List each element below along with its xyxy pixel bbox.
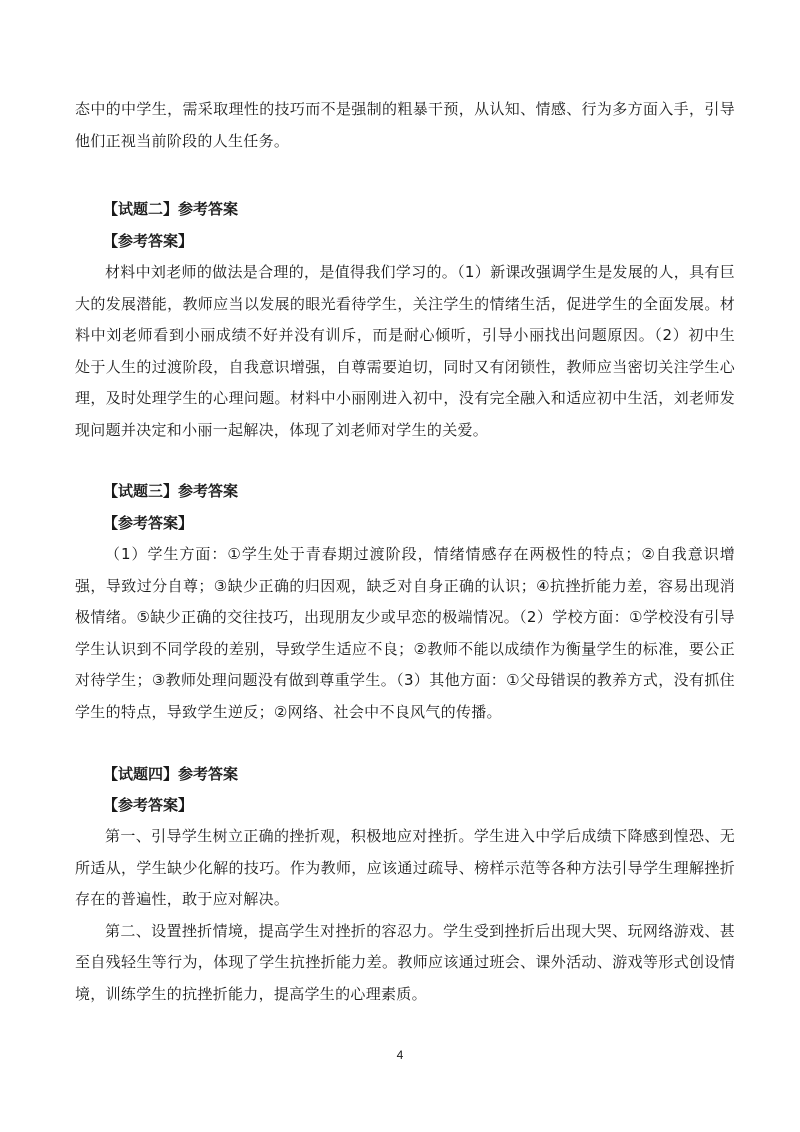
section-4-subtitle: 【参考答案】 <box>103 796 194 814</box>
section-3-body <box>75 539 735 728</box>
section-4-paragraph-1: 第一、引导学生树立正确的挫折观，积极地应对挫折。学生进入中学后成绩下降感到惶恐、无所适从，学生缺少化解的技巧。作为教师，应该通过疏导、榜样示范等各种方法引导学生理解挫折存在的普遍性，敢于应对解决。 <box>75 827 735 908</box>
section-2-subtitle: 【参考答案】 <box>103 232 194 250</box>
intro-paragraph: 态中的中学生，需采取理性的技巧而不是强制的粗暴干预，从认知、情感、行为多方面入手，引导他们正视当前阶段的人生任务。 <box>75 100 735 150</box>
section-4-body <box>75 821 735 1010</box>
section-2-paragraph: 材料中刘老师的做法是合理的，是值得我们学习的。（1）新课改强调学生是发展的人，具有巨大的发展潜能，教师应当以发展的眼光看待学生，关注学生的情绪生活，促进学生的全面发展。材料中刘老师看到小丽成绩不好并没有训斥，而是耐心倾听，引导小丽找出问题原因。（2）初中生处于人生的过渡阶段，自我意识增强，自尊需要迫切，同时又有闭锁性，教师应当密切关注学生心理，及时处理学生的心理问题。材料中小丽刚进入初中，没有完全融入和适应初中生活，刘老师发现问题并决定和小丽一起解决，体现了刘老师对学生的关爱。 <box>75 263 735 439</box>
section-3-subtitle: 【参考答案】 <box>103 514 194 532</box>
section-2-body <box>75 257 735 446</box>
section-4-paragraph-2: 第二、设置挫折情境，提高学生对挫折的容忍力。学生受到挫折后出现大哭、玩网络游戏、甚至自残轻生等行为，体现了学生抗挫折能力差。教师应该通过班会、课外活动、游戏等形式创设情境，训练学生的抗挫折能力，提高学生的心理素质。 <box>75 921 735 1003</box>
section-2-title: 【试题二】参考答案 <box>103 200 239 218</box>
section-3-title: 【试题三】参考答案 <box>103 482 239 500</box>
page-number: 4 <box>396 1048 404 1062</box>
section-4-title: 【试题四】参考答案 <box>103 765 239 783</box>
intro-continuation <box>75 94 735 157</box>
section-3-paragraph: （1）学生方面：①学生处于青春期过渡阶段，情绪情感存在两极性的特点；②自我意识增强，导致过分自尊；③缺少正确的归因观，缺乏对自身正确的认识；④抗挫折能力差，容易出现消极情绪。⑤缺少正确的交往技巧，出现朋友少或早恋的极端情况。（2）学校方面：①学校没有引导学生认识到不同学段的差别，导致学生适应不良；②教师不能以成绩作为衡量学生的标准，要公正对待学生；③教师处理问题没有做到尊重学生。（3）其他方面：①父母错误的教养方式，没有抓住学生的特点，导致学生逆反；②网络、社会中不良风气的传播。 <box>75 545 735 721</box>
